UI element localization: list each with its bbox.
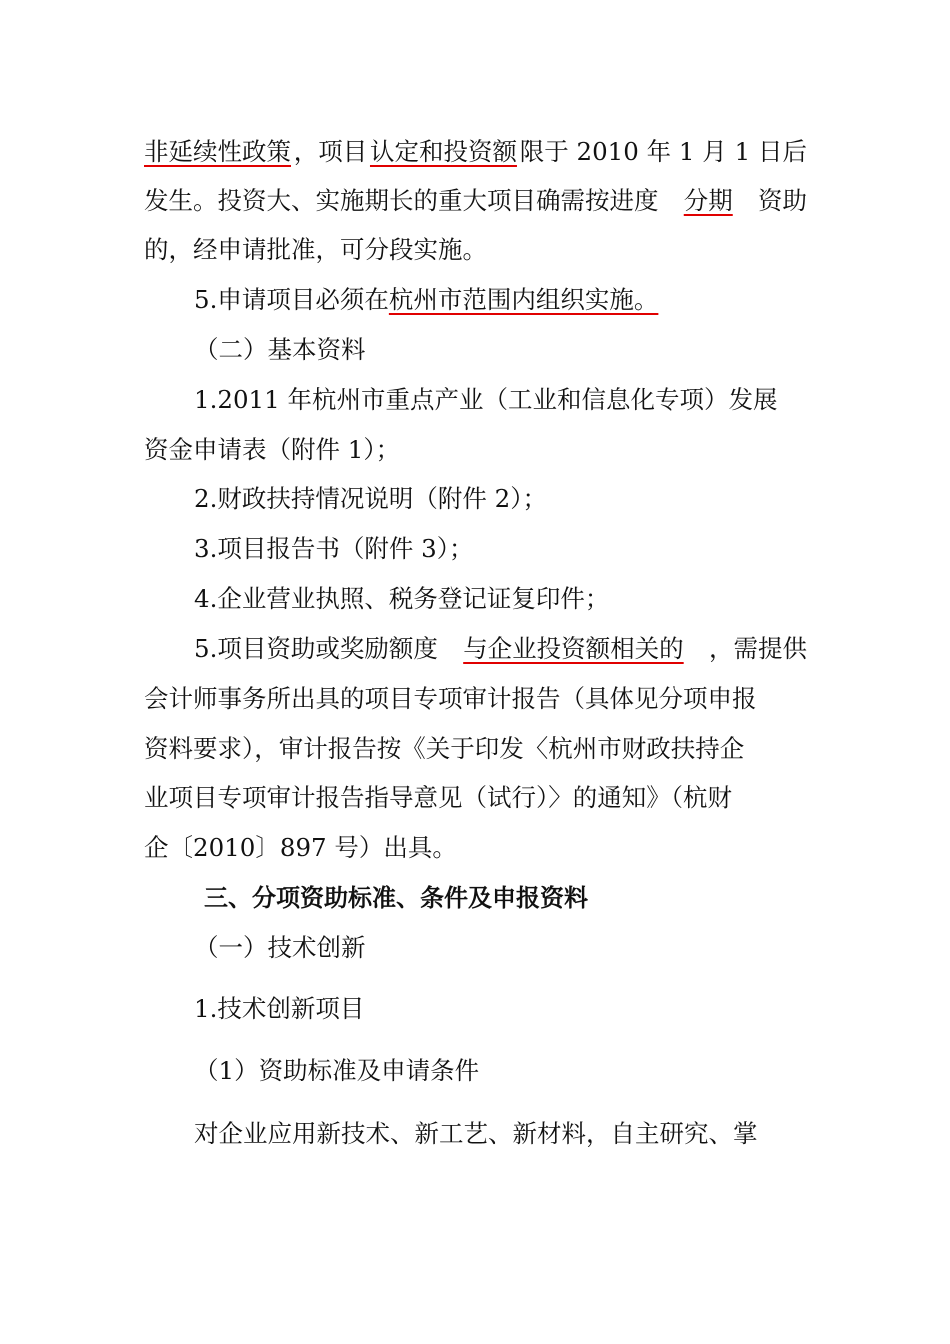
paragraph-line: 对企业应用新技术、新工艺、新材料，自主研究、掌	[194, 1119, 758, 1148]
paragraph-line: 2.财政扶持情况说明（附件 2）；	[194, 484, 547, 513]
subheading: （二）基本资料	[194, 335, 366, 364]
subheading: （1）资助标准及申请条件	[194, 1056, 480, 1085]
paragraph-line: 的，经申请批准，可分段实施。	[144, 235, 487, 264]
paragraph-line	[194, 633, 807, 665]
underlined-text: 分期	[683, 186, 733, 215]
subheading: 1.技术创新项目	[194, 994, 365, 1023]
section-heading: 三、分项资助标准、条件及申报资料	[204, 884, 588, 912]
paragraph-line: 资料要求），审计报告按《关于印发〈杭州市财政扶持企	[144, 734, 745, 763]
underlined-text: 与企业投资额相关的	[463, 634, 684, 663]
text-segment: ，需提供	[709, 634, 807, 663]
subheading: （一）技术创新	[194, 933, 366, 962]
paragraph-line	[144, 384, 807, 416]
text-segment: 发生。投资大、实施期长的重大项目确需按进度	[144, 186, 659, 215]
text-segment: 资助	[758, 186, 807, 215]
text-segment: 1.2011 年杭州市重点产业（工业和信息化专项）发展	[194, 385, 778, 414]
underlined-text: 杭州市范围内组织实施。	[388, 285, 659, 314]
paragraph-line	[144, 136, 807, 168]
underlined-text: 认定和投资额	[369, 137, 517, 166]
text-segment: 5.申请项目必须在	[194, 285, 389, 314]
paragraph-line: 4.企业营业执照、税务登记证复印件；	[194, 584, 610, 613]
text-segment: 5.项目资助或奖励额度	[194, 634, 438, 663]
paragraph-line	[194, 284, 658, 316]
paragraph-line: 3.项目报告书（附件 3）；	[194, 534, 474, 563]
paragraph-line: 企〔2010〕897 号）出具。	[144, 833, 457, 862]
paragraph-line: 会计师事务所出具的项目专项审计报告（具体见分项申报	[144, 684, 757, 713]
paragraph-line: 业项目专项审计报告指导意见（试行）〉的通知》（杭财	[144, 783, 732, 812]
paragraph-line	[144, 185, 807, 217]
text-segment: 限于 2010 年 1 月 1 日后	[519, 137, 807, 166]
text-segment: ，项目	[293, 137, 368, 166]
underlined-text: 非延续性政策	[144, 137, 291, 166]
paragraph-line: 资金申请表（附件 1）；	[144, 435, 401, 464]
